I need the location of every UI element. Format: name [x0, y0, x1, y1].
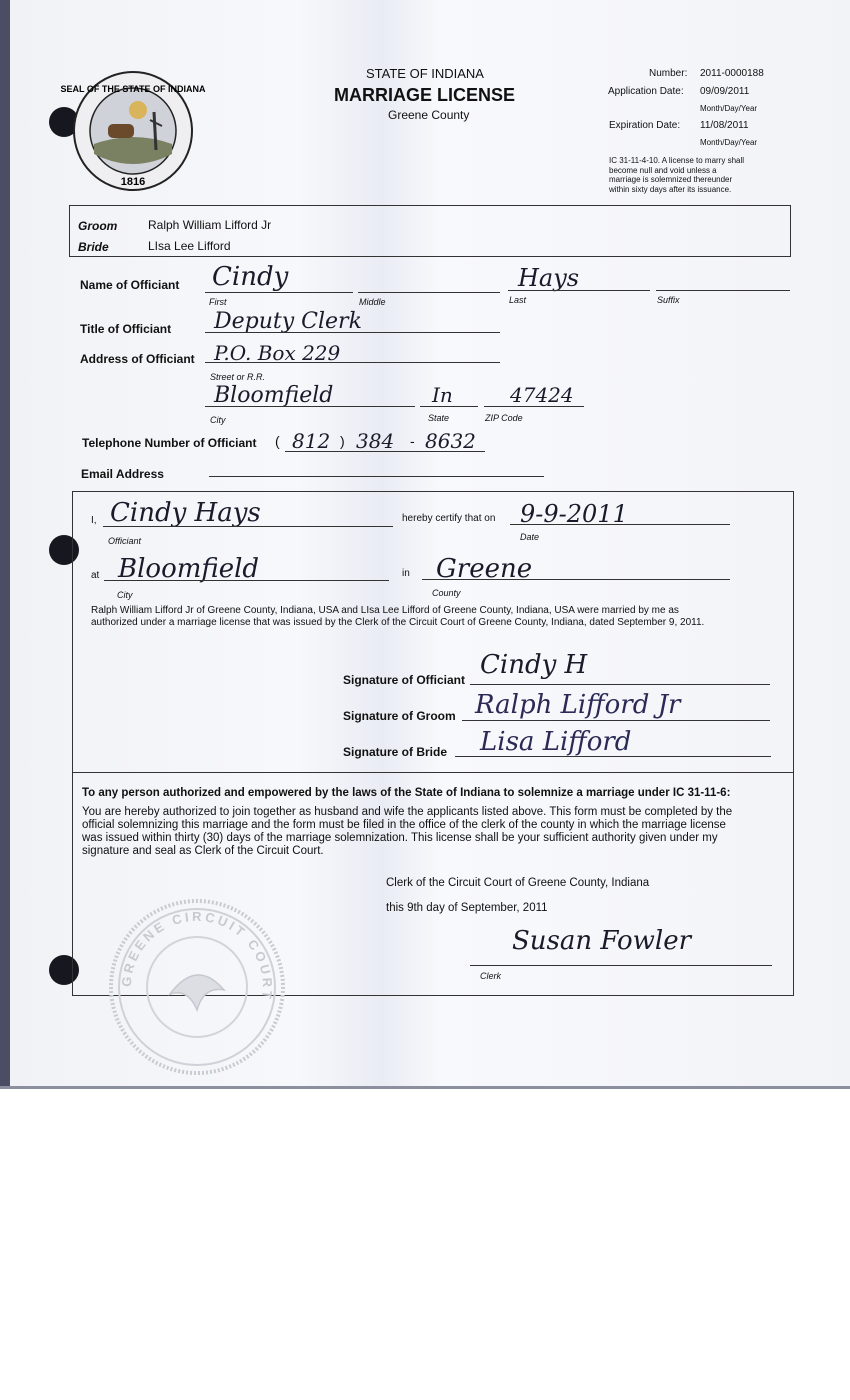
zip-line [484, 406, 584, 407]
statute-note [609, 156, 744, 194]
application-date-label: Application Date: [608, 86, 684, 97]
expiration-date: 11/08/2011 [700, 120, 749, 131]
groom-signature: Ralph Lifford Jr [475, 690, 681, 720]
ceremony-city: Bloomfield [118, 554, 260, 584]
suffix-caption: Suffix [657, 295, 680, 305]
groom-label: Groom [78, 219, 118, 233]
ceremony-date: 9-9-2011 [520, 500, 628, 528]
ceremony-county: Greene [436, 554, 533, 584]
groom-name: Ralph William Lifford Jr [148, 218, 272, 232]
ceremony-county-line [422, 579, 730, 580]
officiant-address-label: Address of Officiant [80, 352, 195, 366]
last-name-line [508, 290, 650, 291]
officiant-signature-label: Signature of Officiant [343, 673, 466, 687]
certifying-officiant: Cindy Hays [110, 498, 261, 528]
state-line [420, 406, 478, 407]
city-line [205, 406, 415, 407]
middle-caption: Middle [359, 297, 386, 307]
clerk-title: Clerk of the Circuit Court of Greene County, Indiana [386, 877, 650, 889]
officiant-last-name: Hays [518, 264, 580, 292]
suffix-line [656, 290, 790, 291]
street-line [205, 362, 500, 363]
phone-line-number: 8632 [425, 429, 476, 453]
statement-line: Ralph William Lifford Jr of Greene County, Indiana, USA and LIsa Lee Lifford of Greene County, Indiana, USA were married by me as [91, 605, 679, 616]
groom-signature-line [462, 720, 770, 721]
embossed-court-seal [108, 898, 286, 1076]
officiant-first-name: Cindy [212, 262, 289, 292]
document-title: MARRIAGE LICENSE [334, 85, 516, 105]
in-label: in [402, 568, 410, 579]
bride-label: Bride [78, 240, 109, 254]
officiant-signature: Cindy H [480, 650, 588, 680]
middle-name-line [358, 292, 500, 293]
bride-signature: Lisa Lifford [480, 727, 632, 757]
phone-line [285, 451, 485, 452]
officiant-street: P.O. Box 229 [214, 341, 341, 365]
city-caption: City [210, 415, 226, 425]
date-format-hint: Month/Day/Year [700, 138, 758, 147]
phone-dash: - [410, 433, 415, 449]
first-caption: First [209, 297, 227, 307]
officiant-state: In [432, 383, 453, 407]
binding-edge [0, 0, 10, 1088]
officiant-caption: Officiant [108, 536, 142, 546]
officiant-phone-label: Telephone Number of Officiant [82, 436, 257, 450]
last-caption: Last [509, 295, 527, 305]
date-caption: Date [520, 532, 540, 542]
seal-year: 1816 [120, 176, 146, 188]
state-heading: STATE OF INDIANA [366, 66, 484, 81]
authorization-line: You are hereby authorized to join together as husband and wife the applicants listed above. This form must be completed by the [82, 806, 733, 818]
state-caption: State [428, 413, 450, 423]
statute-note-line: become null and void unless a [609, 165, 717, 175]
phone-prefix: 384 [356, 429, 395, 453]
page-bottom-edge [0, 1086, 850, 1089]
ceremony-county-caption: County [432, 588, 461, 598]
first-name-line [205, 292, 353, 293]
officiant-zip: 47424 [510, 383, 574, 407]
date-line [510, 524, 730, 525]
court-seal-text-path: GREENE CIRCUIT COURT [118, 908, 276, 1003]
issued-date: this 9th day of September, 2011 [386, 902, 548, 914]
phone-close-paren: ) [340, 433, 345, 449]
county-heading: Greene County [388, 108, 470, 122]
officiant-title-label: Title of Officiant [80, 322, 172, 336]
title-line [205, 332, 500, 333]
seal-text-label: SEAL OF THE STATE OF INDIANA [60, 84, 206, 94]
authorization-heading: To any person authorized and empowered by the laws of the State of Indiana to solemnize a marriage under IC 31-11-6: [82, 787, 731, 799]
clerk-signature-line [470, 965, 772, 966]
statement-line: authorized under a marriage license that was issued by the Clerk of the Circuit Court of Greene County, Indiana, dated September 9, 2011. [91, 617, 705, 628]
section-divider [72, 772, 794, 773]
date-format-hint: Month/Day/Year [700, 104, 758, 113]
application-date: 09/09/2011 [700, 86, 750, 97]
street-caption: Street or R.R. [210, 372, 266, 382]
officiant-title: Deputy Clerk [214, 309, 362, 334]
statute-note-line: marriage is solemnized thereunder [609, 175, 733, 184]
number-label: Number: [649, 68, 688, 79]
statute-note-line: IC 31-11-4-10. A license to marry shall [609, 156, 745, 165]
bride-name: LIsa Lee Lifford [148, 239, 231, 253]
phone-open-paren: ( [275, 433, 280, 449]
certify-text: hereby certify that on [402, 513, 496, 524]
authorization-line: was issued within thirty (30) days of the marriage solemnization. This license shall be your sufficient authority given under my [82, 832, 718, 844]
bride-signature-line [455, 756, 771, 757]
at-label: at [91, 570, 100, 581]
groom-signature-label: Signature of Groom [343, 709, 456, 723]
phone-area-code: 812 [292, 429, 331, 453]
authorization-line: signature and seal as Clerk of the Circuit Court. [82, 845, 324, 857]
officiant-city: Bloomfield [214, 383, 334, 408]
statute-note-line: within sixty days after its issuance. [609, 184, 732, 194]
i-label: I, [91, 515, 97, 526]
email-line [209, 476, 544, 477]
officiant-name-label: Name of Officiant [80, 278, 180, 292]
license-number: 2011-0000188 [700, 68, 764, 79]
authorization-line: official solemnizing this marriage and the form must be filed in the office of the clerk of the county in which the marriage license [82, 819, 726, 831]
clerk-signature: Susan Fowler [512, 926, 692, 956]
clerk-caption: Clerk [480, 971, 502, 981]
authorization-body [82, 806, 732, 858]
zip-caption: ZIP Code [485, 413, 523, 423]
email-label: Email Address [81, 467, 164, 481]
expiration-date-label: Expiration Date: [609, 120, 681, 131]
officiant-line [103, 526, 393, 527]
indiana-state-seal [60, 70, 206, 192]
ceremony-city-caption: City [117, 590, 133, 600]
marriage-statement [91, 605, 704, 629]
ceremony-city-line [104, 580, 389, 581]
officiant-signature-line [470, 684, 770, 685]
bride-signature-label: Signature of Bride [343, 745, 448, 759]
